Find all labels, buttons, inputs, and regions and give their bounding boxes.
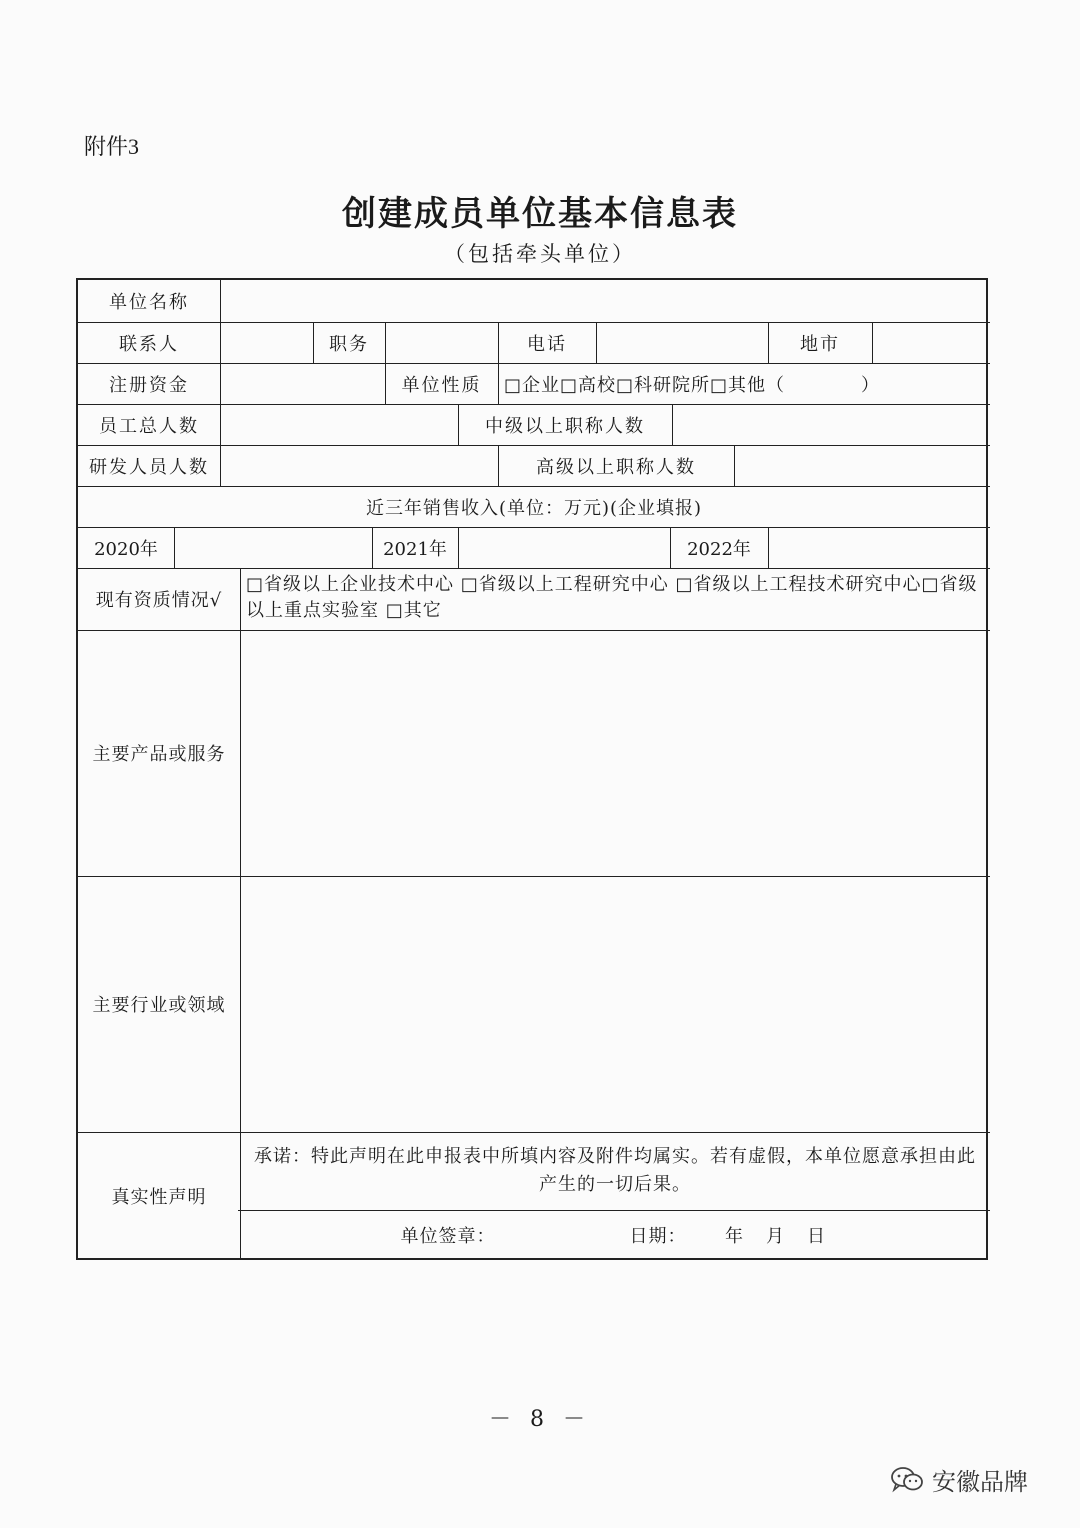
unit-name-field[interactable] <box>220 280 990 322</box>
mid-title-label: 中级以上职称人数 <box>485 415 645 437</box>
phone-field[interactable] <box>596 322 768 363</box>
year-2020-label: 2020年 <box>94 538 158 560</box>
form-subtitle: （包括牵头单位） <box>444 242 636 266</box>
position-label: 职务 <box>329 333 369 355</box>
main-industry-label: 主要行业或领域 <box>92 995 226 1016</box>
date-label: 日期： <box>629 1226 687 1247</box>
authenticity-label: 真实性声明 <box>111 1187 207 1208</box>
year-2022-label: 2022年 <box>687 538 751 560</box>
year-2020-field[interactable] <box>174 527 372 568</box>
form-title: 创建成员单位基本信息表 <box>342 194 738 234</box>
contact-label: 联系人 <box>119 333 179 355</box>
qualification-label: 现有资质情况√ <box>95 590 223 611</box>
unit-nature-label: 单位性质 <box>401 374 482 396</box>
date-month-unit: 月 <box>766 1226 786 1247</box>
date-year-unit: 年 <box>725 1226 745 1247</box>
watermark-text: 安徽品牌 <box>932 1468 1028 1496</box>
city-label: 地市 <box>800 333 840 355</box>
main-products-field[interactable] <box>240 630 990 876</box>
total-staff-field[interactable] <box>220 404 458 445</box>
sales-header: 近三年销售收入(单位：万元)(企业填报) <box>365 497 703 519</box>
info-table <box>76 278 988 1260</box>
reg-capital-field[interactable] <box>220 363 385 404</box>
main-industry-field[interactable] <box>240 876 990 1132</box>
pledge-text: 承诺：特此声明在此申报表中所填内容及附件均属实。若有虚假，本单位愿意承担由此产生的一切后果。 <box>254 1146 976 1195</box>
year-2022-field[interactable] <box>768 527 990 568</box>
rd-staff-label: 研发人员人数 <box>89 456 209 478</box>
phone-label: 电话 <box>527 333 567 355</box>
rd-staff-field[interactable] <box>220 445 498 486</box>
position-field[interactable] <box>385 322 498 363</box>
total-staff-label: 员工总人数 <box>99 415 199 437</box>
senior-title-field[interactable] <box>734 445 990 486</box>
seal-label: 单位签章： <box>400 1226 496 1247</box>
watermark <box>890 1462 1028 1497</box>
chat-bubbles-icon <box>890 1466 924 1494</box>
unit-name-label: 单位名称 <box>109 292 189 313</box>
date-day-unit: 日 <box>807 1226 827 1247</box>
qualification-options[interactable]: □省级以上企业技术中心 □省级以上工程研究中心 □省级以上工程技术研究中心□省级以上重点实验室 □其它 <box>246 574 978 621</box>
unit-nature-options[interactable]: □企业□高校□科研院所□其他（ ） <box>504 374 881 396</box>
attachment-label: 附件3 <box>84 134 140 159</box>
mid-title-field[interactable] <box>672 404 990 445</box>
senior-title-label: 高级以上职称人数 <box>536 456 696 478</box>
city-field[interactable] <box>872 322 990 363</box>
contact-field[interactable] <box>220 322 313 363</box>
page-number: － 8 － <box>489 1407 591 1432</box>
reg-capital-label: 注册资金 <box>109 374 189 396</box>
year-2021-field[interactable] <box>458 527 670 568</box>
main-products-label: 主要产品或服务 <box>92 744 226 765</box>
year-2021-label: 2021年 <box>383 538 447 560</box>
